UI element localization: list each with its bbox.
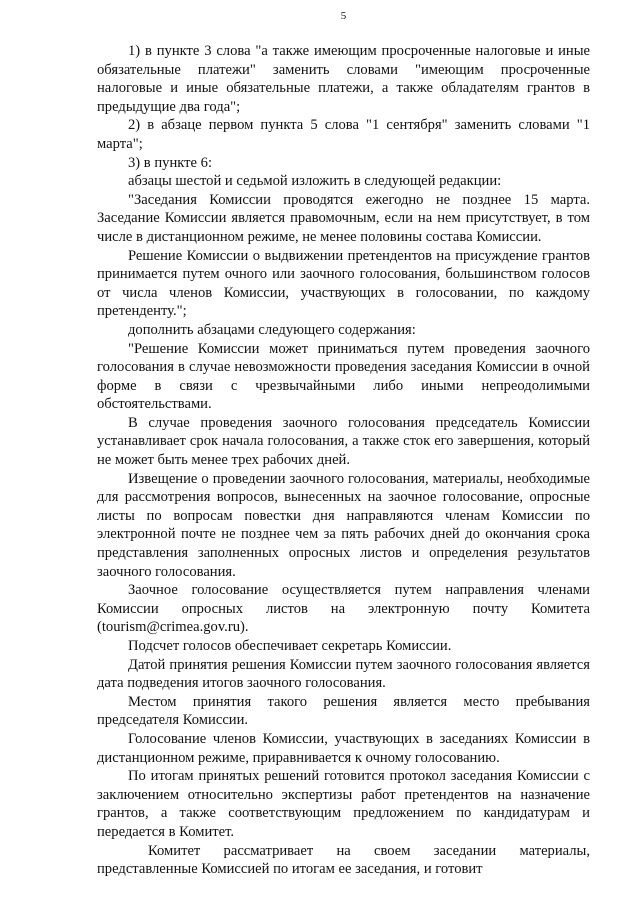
paragraph-absentee-vote: "Решение Комиссии может приниматься путем проведения заочного голосования в случае невозможности проведения заседания Комиссии в очной форме в связи с чрезвычайными либо иными непреодолимыми обстоятельствами. bbox=[97, 340, 590, 413]
paragraph-amendment-1: 1) в пункте 3 слова "а также имеющим просроченные налоговые и иные обязательные платежи" заменить словами "имеющим просроченные налоговые и иные обязательные платежи, а также обладателям грантов в предыдущие два года"; bbox=[97, 43, 590, 115]
paragraph-sessions: "Заседания Комиссии проводятся ежегодно не позднее 15 марта. Заседание Комиссии является правомочным, если на нем присутствует, в том числе в дистанционном режиме, не менее половины состава Комиссии. bbox=[97, 191, 590, 245]
paragraph-email-vote: Заочное голосование осуществляется путем направления членами Комиссии опросных листов на электронную почту Комитета (tourism@crimea.gov.ru). bbox=[97, 582, 590, 636]
paragraph-decision-place: Местом принятия такого решения является место пребывания председателя Комиссии. bbox=[97, 693, 590, 729]
paragraph-remote-vote: Голосование членов Комиссии, участвующих в заседаниях Комиссии в дистанционном режиме, приравнивается к очному голосованию. bbox=[97, 730, 590, 766]
paragraph-vote-term: В случае проведения заочного голосования председатель Комиссии устанавливает срок начала голосования, а также сток его завершения, который не может быть менее трех рабочих дней. bbox=[97, 414, 590, 469]
paragraph-amendment-2: 2) в абзаце первом пункта 5 слова "1 сентября" заменить словами "1 марта"; bbox=[97, 117, 590, 152]
page-number: 5 bbox=[340, 10, 347, 22]
paragraph-decision: Решение Комиссии о выдвижении претендентов на присуждение грантов принимается путем очного или заочного голосования, большинством голосов от числа членов Комиссии, участвующих в голосовании, по каждому претенденту."; bbox=[97, 247, 590, 320]
paragraph-amendment-3: 3) в пункте 6: bbox=[128, 154, 213, 171]
paragraph-intro-edit: абзацы шестой и седьмой изложить в следующей редакции: bbox=[128, 173, 502, 190]
paragraph-decision-date: Датой принятия решения Комиссии путем заочного голосования является дата подведения итогов заочного голосования. bbox=[97, 656, 590, 692]
paragraph-intro-add: дополнить абзацами следующего содержания: bbox=[128, 321, 416, 338]
paragraph-protocol: По итогам принятых решений готовится протокол заседания Комиссии с заключением относительно экспертизы работ претендентов на назначение грантов, а также соответствующим предложением по кандидатурам и передается в Комитет. bbox=[97, 768, 590, 840]
paragraph-vote-count: Подсчет голосов обеспечивает секретарь Комиссии. bbox=[128, 638, 452, 654]
paragraph-committee: Комитет рассматривает на своем заседании материалы, представленные Комиссией по итогам ее заседания, и готовит bbox=[97, 842, 590, 878]
paragraph-notice: Извещение о проведении заочного голосования, материалы, необходимые для рассмотрения вопросов, вынесенных на заочное голосование, опросные листы по вопросам повестки дня направляются членам Комиссии по электронной почте не позднее чем за пять рабочих дней до окончания срока представления заполненных опросных листов и определения результатов заочного голосования. bbox=[97, 470, 590, 580]
